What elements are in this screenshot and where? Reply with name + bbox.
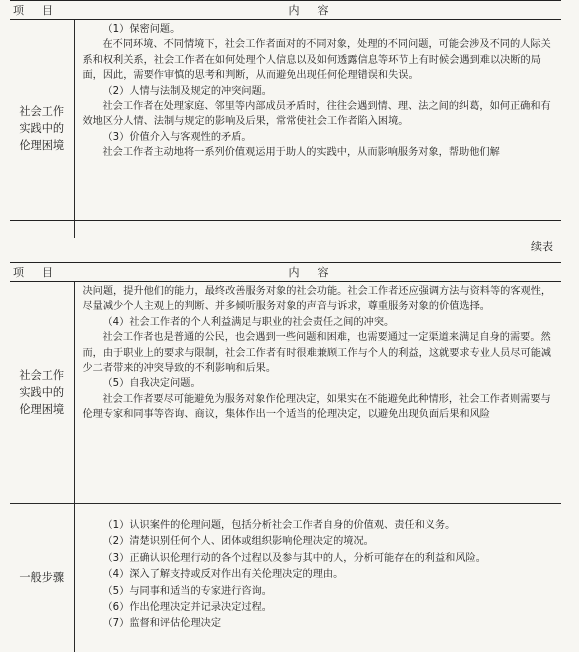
row-label-ethical-dilemma-cont: 社会工作实践中的伦理困境 [10,282,74,504]
step-item: （4）深入了解支持或反对作出有关伦理决定的理由。 [102,569,344,581]
paragraph: 社会工作者主动地将一系列价值观运用于助人的实践中，从而影响服务对象，帮助他们解 [102,147,500,159]
row-label-general-steps: 一般步骤 [10,504,74,652]
header-content: 内容 [74,1,561,20]
paragraph: 社会工作者要尽可能避免为服务对象作伦理决定，如果实在不能避免此种情形，社会工作者则需要与伦理专家和同事等咨询、商议，集体作出一个适当的伦理决定，以避免出现负面后果和风险 [82,393,551,421]
step-item: （2）清楚识别任何个人、团体或组织影响伦理决定的境况。 [102,536,374,548]
subheading: （3）价值介入与客观性的矛盾。 [102,131,252,143]
row-label-ethical-dilemma: 社会工作实践中的伦理困境 [10,20,74,238]
row-content-general-steps [74,504,561,652]
table-header-2 [10,263,561,282]
step-item: （3）正确认识伦理行动的各个过程以及参与其中的人，分析可能存在的利益和风险。 [102,552,486,564]
subheading: （5）自我决定问题。 [102,378,201,390]
paragraph: 社会工作者在处理家庭、邻里等内部成员矛盾时，往往会遇到情、理、法之间的纠葛，如何正确和有效地区分人情、法制与规定的影响及后果，常常使社会工作者陷入困境。 [82,101,551,128]
step-item: （1）认识案件的伦理问题，包括分析社会工作者自身的价值观、责任和义务。 [102,520,456,531]
table-part-1 [10,0,561,238]
header-item: 项目 [10,1,74,20]
subheading: （2）人情与法制及规定的冲突问题。 [102,85,272,97]
subheading: （1）保密问题。 [102,24,181,35]
table-bottom-rule [10,220,561,221]
header-item-2: 项目 [10,263,74,282]
header-content-2: 内容 [74,263,561,282]
step-item: （5）与同事和适当的专家进行咨询。 [102,585,272,597]
table-header [10,1,561,20]
step-item: （6）作出伦理决定并记录决定过程。 [102,602,272,614]
paragraph: 决问题，提升他们的能力，最终改善服务对象的社会功能。社会工作者还应强调方法与资料等的客观性，尽量减少个人主观上的判断、并多倾听服务对象的声音与诉求，尊重服务对象的价值选择。 [82,286,552,313]
row-content-ethical-dilemma-cont [74,282,561,504]
paragraph: 在不同环境、不同情境下，社会工作者面对的不同对象，处理的不同问题，可能会涉及不同的人际关系和权利关系，社会工作者在如何处理个人信息以及如何透露信息等环节上有时候会遇到难以决断的局面，因此，需要作审慎的思考和判断，从而避免出现任何伦理错误和失误。 [82,39,551,82]
continued-label: 续表 [531,240,553,253]
row-content-ethical-dilemma [74,20,561,238]
table-part-2 [10,262,561,652]
step-item: （7）监督和评估伦理决定 [102,618,222,630]
subheading: （4）社会工作者的个人利益满足与职业的社会责任之间的冲突。 [102,316,395,328]
paragraph: 社会工作者也是普通的公民，也会遇到一些问题和困难，也需要通过一定渠道来满足自身的需要。然而，由于职业上的要求与限制，社会工作者有时很难兼顾工作与个人的利益，这就要求专业人员尽可能减少二者带来的冲突导致的不利影响和后果。 [82,332,552,375]
